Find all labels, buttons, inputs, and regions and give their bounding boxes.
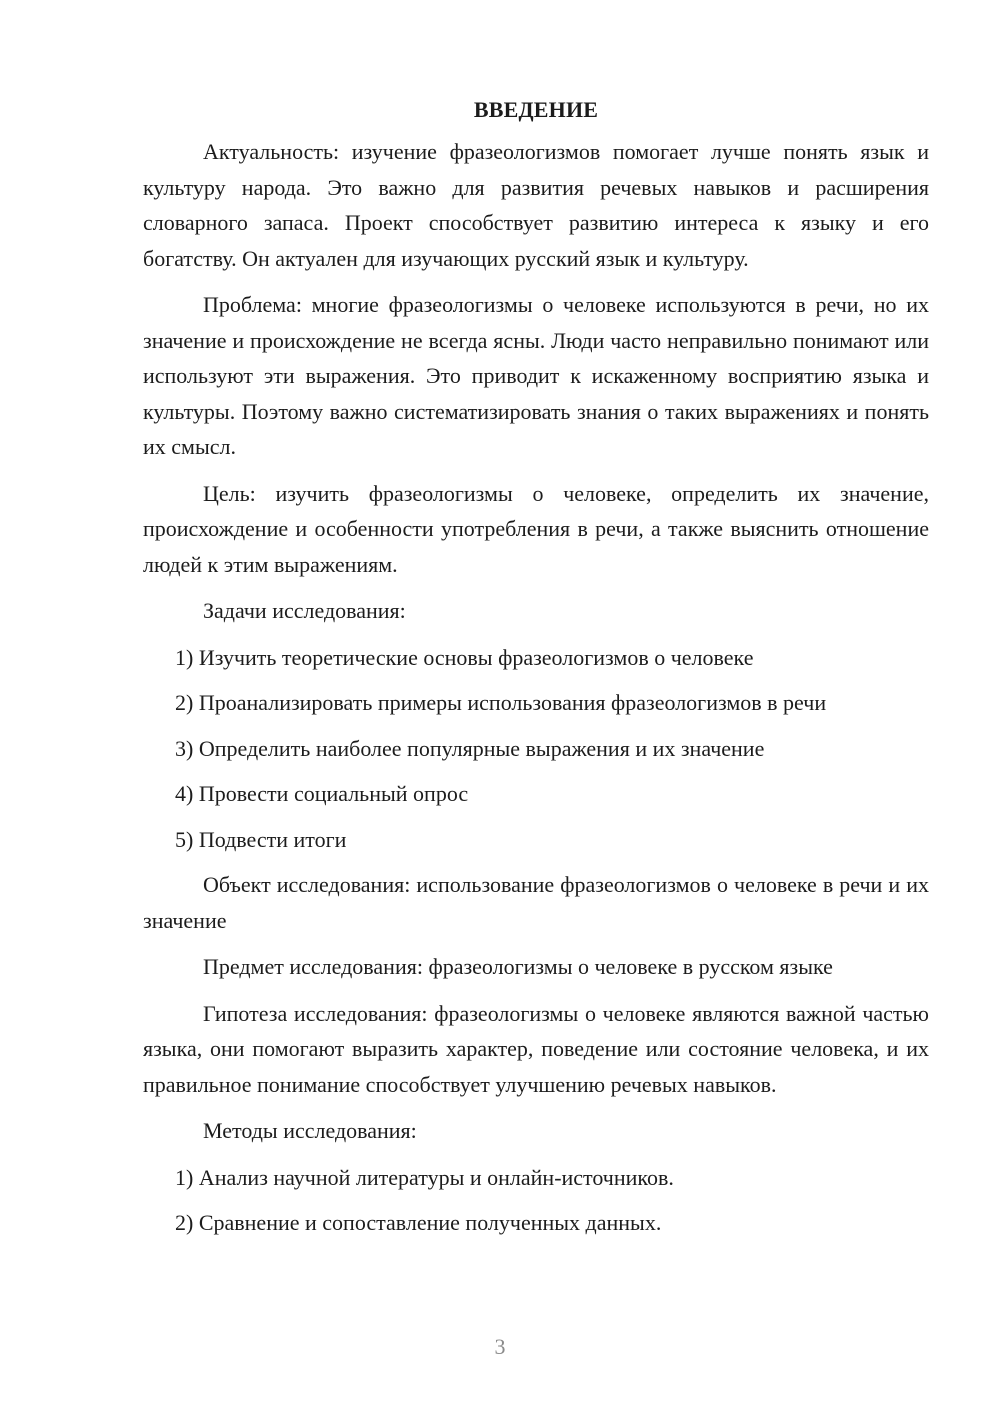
object-paragraph: Объект исследования: использование фразеологизмов о человеке в речи и их значение bbox=[143, 872, 929, 933]
tasks-heading: Задачи исследования: bbox=[203, 598, 406, 623]
task-item: 4) Провести социальный опрос bbox=[175, 781, 469, 806]
goal-paragraph: Цель: изучить фразеологизмы о человеке, определить их значение, происхождение и особенности употребления в речи, а также выяснить отношение людей к этим выражениям. bbox=[143, 480, 929, 577]
page-number: 3 bbox=[494, 1334, 506, 1359]
method-item: 2) Сравнение и сопоставление полученных данных. bbox=[175, 1210, 662, 1235]
problem-paragraph: Проблема: многие фразеологизмы о человеке используются в речи, но их значение и происхождение не всегда ясны. Люди часто неправильно понимают или используют эти выражения. Это приводит к искаженному восприятию языка и культуры. Поэтому важно систематизировать знания о таких выражениях и понять их смысл. bbox=[143, 292, 929, 459]
task-item: 5) Подвести итоги bbox=[175, 826, 347, 852]
page-title: ВВЕДЕНИЕ bbox=[473, 97, 599, 122]
task-item: 2) Проанализировать примеры использования фразеологизмов в речи bbox=[175, 690, 827, 715]
task-item: 1) Изучить теоретические основы фразеологизмов о человеке bbox=[175, 644, 754, 670]
method-item: 1) Анализ научной литературы и онлайн-источников. bbox=[175, 1164, 674, 1190]
subject-paragraph: Предмет исследования: фразеологизмы о человеке в русском языке bbox=[203, 954, 833, 979]
hypothesis-paragraph: Гипотеза исследования: фразеологизмы о человеке являются важной частью языка, они помогают выразить характер, поведение или состояние человека, и их правильное понимание способствует улучшению речевых навыков. bbox=[143, 1000, 929, 1097]
relevance-paragraph: Актуальность: изучение фразеологизмов помогает лучше понять язык и культуру народа. Это важно для развития речевых навыков и расширения словарного запаса. Проект способствует развитию интереса к языку и его богатству. Он актуален для изучающих русский язык и культуру. bbox=[143, 139, 929, 271]
task-item: 3) Определить наиболее популярные выражения и их значение bbox=[175, 735, 765, 761]
methods-heading: Методы исследования: bbox=[203, 1118, 417, 1143]
page-content bbox=[143, 92, 929, 1251]
